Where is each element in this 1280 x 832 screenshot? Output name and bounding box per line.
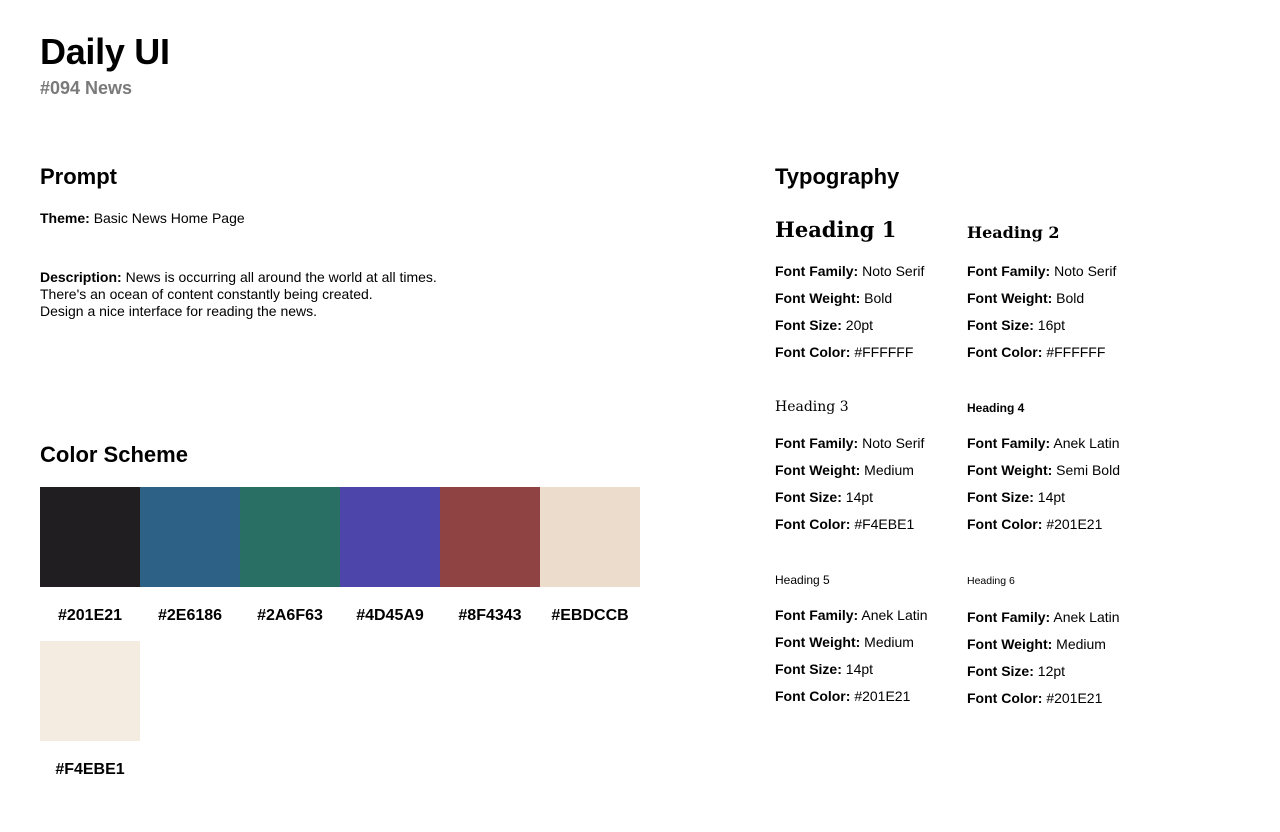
color-swatch	[40, 641, 140, 741]
spec-value: Anek Latin	[1053, 435, 1120, 451]
spec-key: Font Weight:	[967, 462, 1053, 478]
color-swatch-label: #4D45A9	[356, 607, 424, 624]
color-swatch-label: #EBDCCB	[551, 607, 629, 624]
spec-weight	[775, 462, 965, 479]
spec-color	[775, 688, 965, 705]
spec-weight	[967, 462, 1157, 479]
page-title: Daily UI	[40, 31, 170, 72]
spec-value: #FFFFFF	[1046, 344, 1106, 360]
description-label: Description:	[40, 269, 122, 285]
spec-key: Font Size:	[967, 489, 1034, 505]
color-scheme-heading: Color Scheme	[40, 442, 188, 467]
spec-key: Font Color:	[967, 344, 1043, 360]
spec-value: #FFFFFF	[854, 344, 914, 360]
spec-size	[775, 661, 965, 678]
description-text: News is occurring all around the world at all times.	[125, 269, 437, 285]
spec-title: Heading 4	[967, 401, 1025, 415]
spec-weight	[775, 634, 965, 651]
color-swatch-label: #8F4343	[458, 607, 522, 624]
type-spec-heading-4	[967, 400, 1157, 533]
spec-key: Font Family:	[967, 609, 1051, 625]
spec-value: Bold	[1056, 290, 1085, 306]
typography-heading: Typography	[775, 164, 900, 189]
spec-size	[967, 317, 1157, 334]
spec-color	[775, 516, 965, 533]
color-swatch-label: #F4EBE1	[55, 761, 125, 778]
spec-key: Font Family:	[967, 435, 1051, 451]
prompt-theme	[40, 210, 245, 227]
color-swatch-label: #2E6186	[157, 607, 223, 624]
spec-color	[775, 344, 965, 361]
spec-family	[967, 263, 1157, 280]
prompt-heading: Prompt	[40, 164, 117, 189]
spec-key: Font Size:	[967, 663, 1034, 679]
spec-size	[775, 317, 965, 334]
spec-key: Font Weight:	[967, 636, 1053, 652]
spec-size	[967, 663, 1157, 680]
color-swatch	[540, 487, 640, 587]
theme-label: Theme:	[40, 210, 90, 226]
spec-family	[775, 435, 965, 452]
spec-color	[967, 516, 1157, 533]
spec-title: Heading 6	[967, 575, 1015, 587]
spec-key: Font Weight:	[775, 634, 861, 650]
spec-key: Font Family:	[967, 263, 1051, 279]
page-subtitle: #094 News	[40, 78, 133, 98]
spec-value: 12pt	[1037, 663, 1066, 679]
spec-key: Font Weight:	[775, 462, 861, 478]
spec-color	[967, 344, 1157, 361]
theme-value: Basic News Home Page	[93, 210, 245, 226]
spec-value: #F4EBE1	[854, 516, 915, 532]
spec-key: Font Color:	[775, 516, 851, 532]
spec-value: 14pt	[845, 489, 874, 505]
spec-value: 16pt	[1037, 317, 1066, 333]
spec-title: Heading 3	[775, 399, 849, 415]
spec-key: Font Size:	[775, 317, 842, 333]
spec-key: Font Size:	[775, 661, 842, 677]
spec-value: Bold	[864, 290, 893, 306]
spec-key: Font Family:	[775, 607, 859, 623]
color-swatch	[240, 487, 340, 587]
spec-key: Font Weight:	[775, 290, 861, 306]
spec-weight	[967, 290, 1157, 307]
spec-value: #201E21	[1046, 516, 1103, 532]
type-spec-heading-2	[967, 222, 1157, 361]
description-line: There's an ocean of content constantly being created.	[40, 286, 373, 302]
spec-weight	[967, 636, 1157, 653]
spec-key: Font Color:	[775, 344, 851, 360]
spec-value: Noto Serif	[1054, 263, 1117, 279]
spec-key: Font Color:	[967, 690, 1043, 706]
spec-family	[967, 609, 1157, 626]
spec-family	[775, 607, 965, 624]
description-line	[40, 269, 437, 286]
color-swatch	[40, 487, 140, 587]
spec-family	[775, 263, 965, 280]
spec-value: 14pt	[845, 661, 874, 677]
type-spec-heading-1	[775, 217, 965, 361]
color-swatch-label: #201E21	[57, 607, 123, 624]
spec-value: Noto Serif	[862, 263, 925, 279]
color-swatch	[340, 487, 440, 587]
spec-value: Medium	[864, 634, 914, 650]
prompt-description	[40, 269, 437, 320]
spec-value: #201E21	[1046, 690, 1103, 706]
spec-family	[967, 435, 1157, 452]
spec-key: Font Color:	[775, 688, 851, 704]
color-swatch-label: #2A6F63	[257, 607, 323, 624]
spec-key: Font Color:	[967, 516, 1043, 532]
spec-key: Font Weight:	[967, 290, 1053, 306]
spec-value: #201E21	[854, 688, 911, 704]
spec-size	[775, 489, 965, 506]
spec-value: Anek Latin	[861, 607, 928, 623]
spec-color	[967, 690, 1157, 707]
type-spec-heading-5	[775, 572, 965, 705]
type-spec-heading-6	[967, 574, 1157, 707]
spec-key: Font Size:	[967, 317, 1034, 333]
type-spec-heading-3	[775, 397, 965, 533]
spec-value: 20pt	[845, 317, 874, 333]
spec-value: 14pt	[1037, 489, 1066, 505]
spec-title: Heading 1	[775, 217, 897, 242]
spec-weight	[775, 290, 965, 307]
color-swatch	[440, 487, 540, 587]
description-line: Design a nice interface for reading the news.	[40, 303, 318, 319]
spec-value: Medium	[864, 462, 914, 478]
spec-value: Semi Bold	[1056, 462, 1120, 478]
spec-value: Medium	[1056, 636, 1106, 652]
spec-title: Heading 5	[775, 573, 830, 587]
spec-value: Anek Latin	[1053, 609, 1120, 625]
color-swatch	[140, 487, 240, 587]
spec-value: Noto Serif	[862, 435, 925, 451]
spec-size	[967, 489, 1157, 506]
spec-title: Heading 2	[967, 223, 1060, 242]
spec-key: Font Family:	[775, 263, 859, 279]
spec-key: Font Family:	[775, 435, 859, 451]
spec-key: Font Size:	[775, 489, 842, 505]
